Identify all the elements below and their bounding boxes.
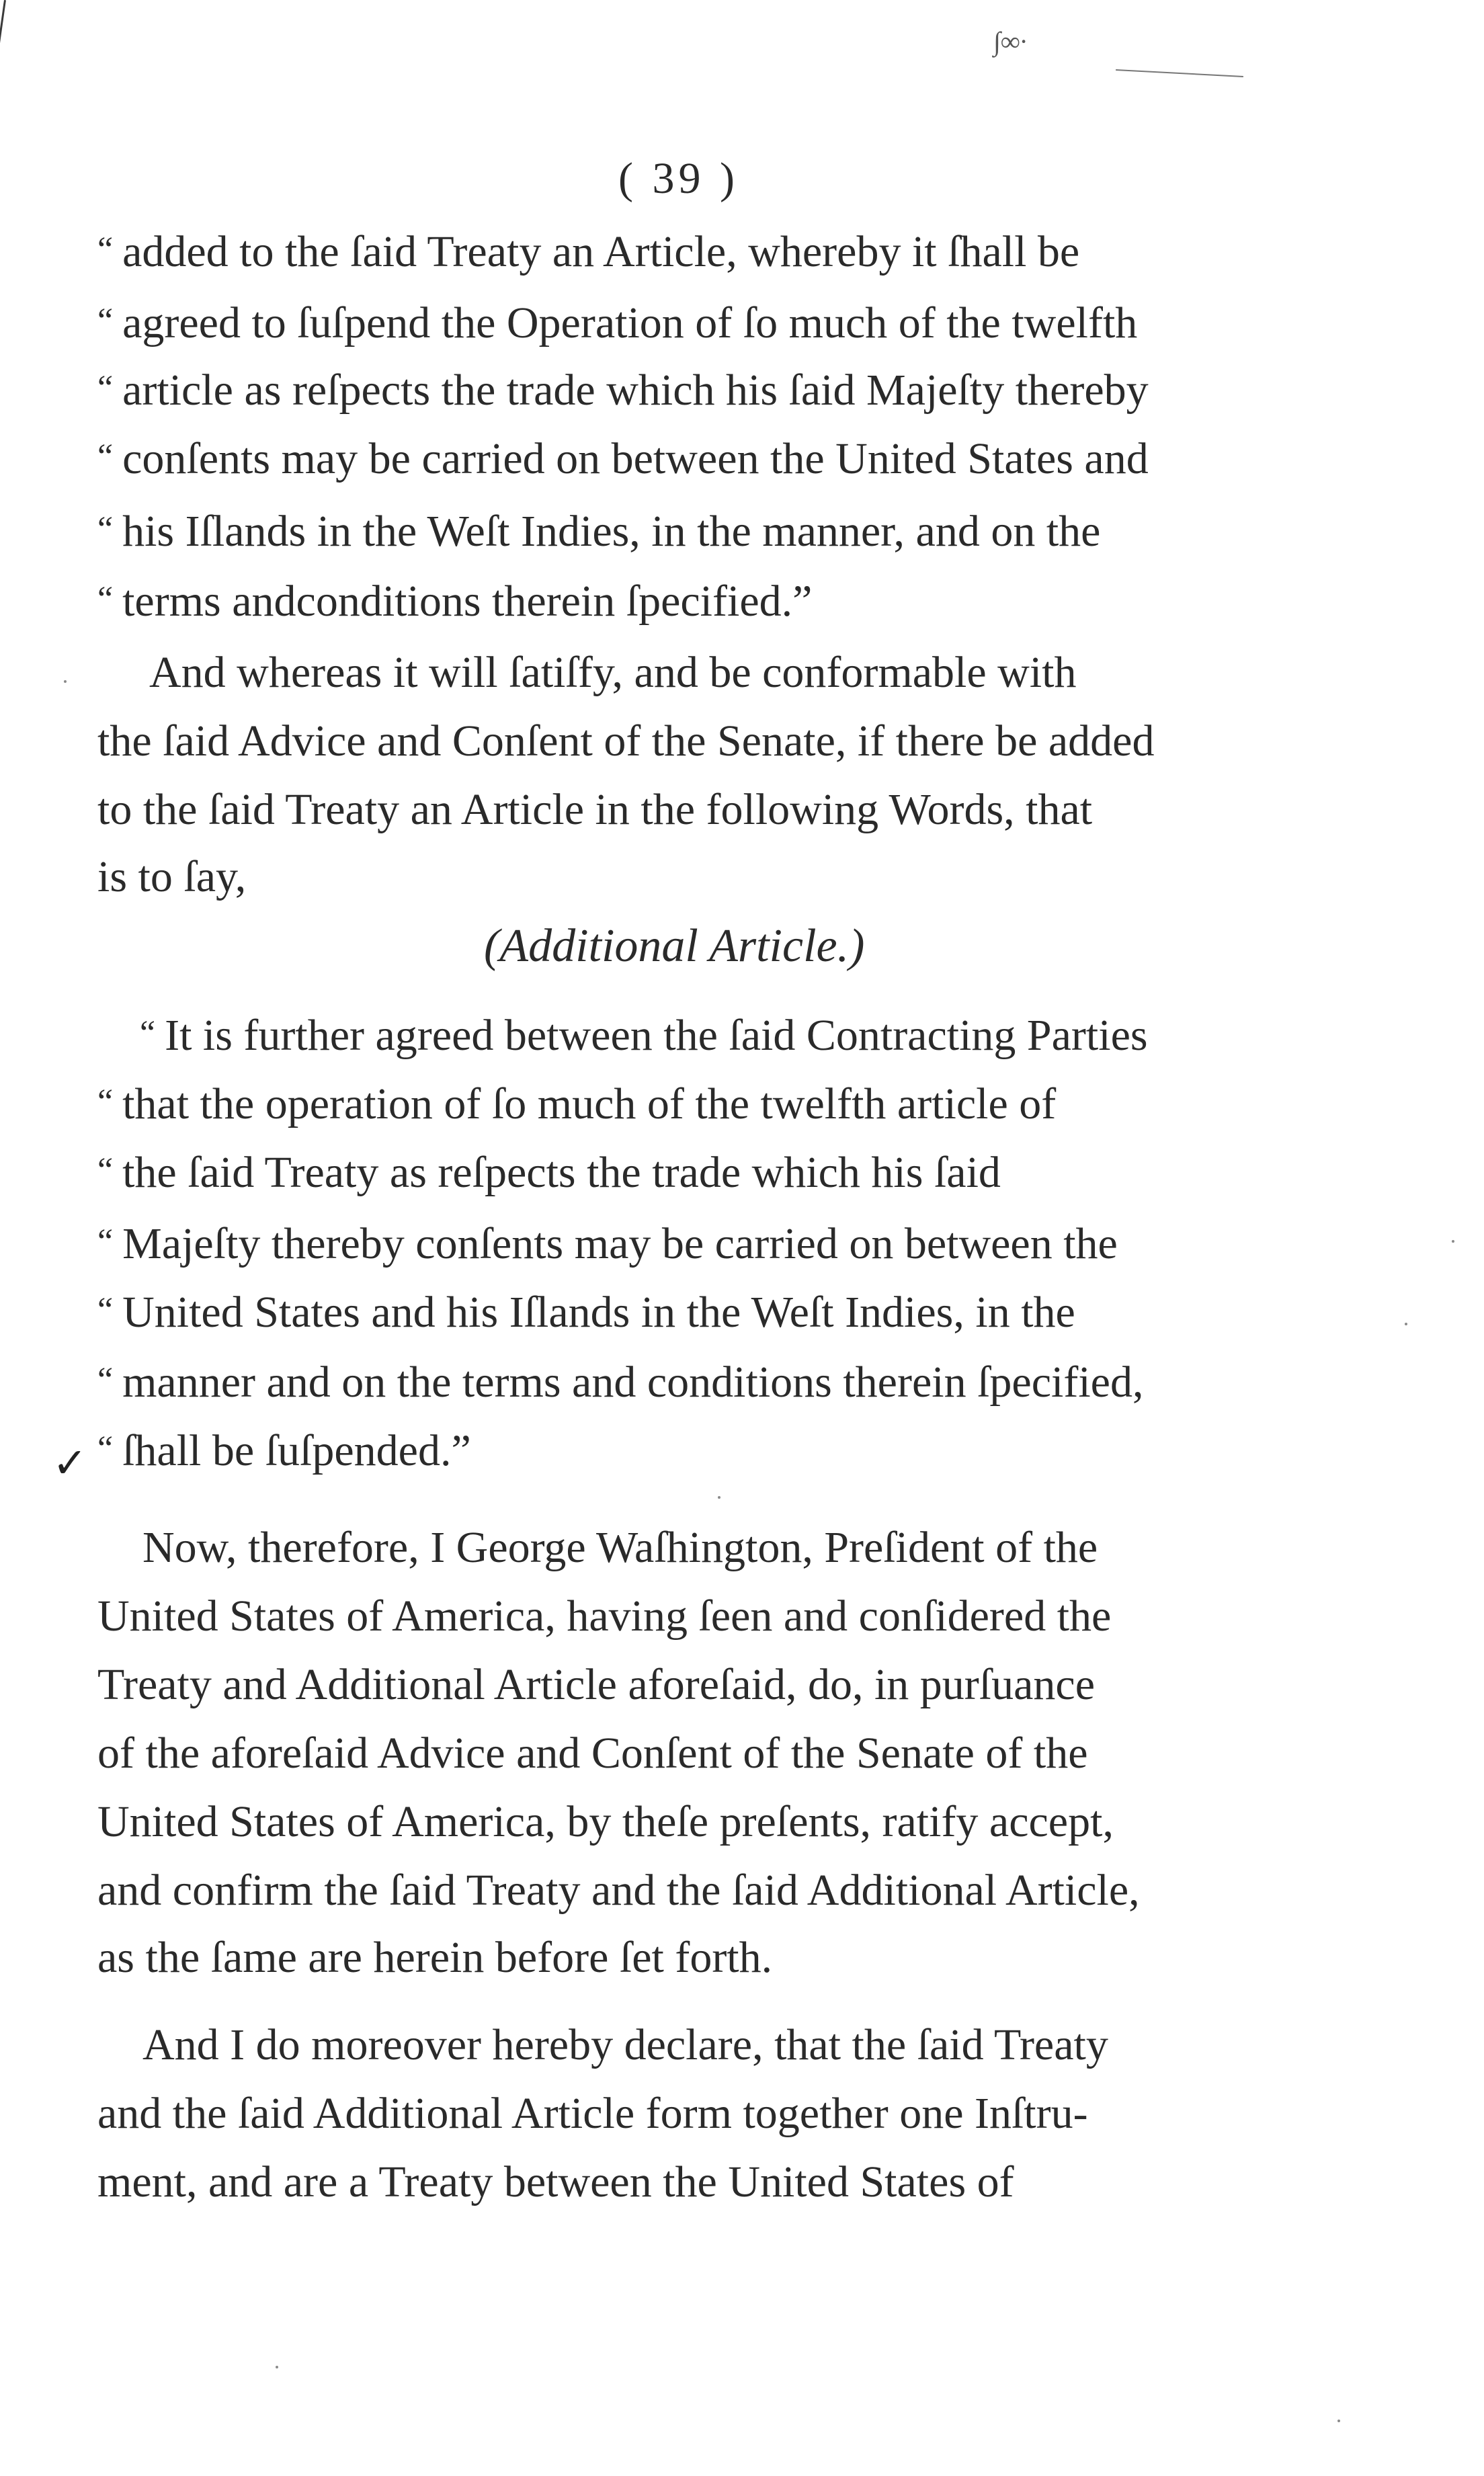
quote-mark: “ (97, 1151, 114, 1190)
text-line (97, 298, 1138, 347)
text-line: and the ſaid Additional Article form together one Inſtru- (97, 2089, 1088, 2138)
text-line (97, 1079, 1057, 1128)
quote-mark: “ (97, 1430, 114, 1468)
text-line: ment, and are a Treaty between the United States of (97, 2157, 1014, 2206)
quoted-line: that the operation of ſo much of the twelfth article of (122, 1079, 1057, 1128)
text-line: of the aforeſaid Advice and Conſent of the Senate of the (97, 1729, 1088, 1778)
quote-mark: “ (97, 1291, 114, 1329)
text-line (97, 1360, 1143, 1405)
text-line (97, 1290, 1075, 1335)
quote-mark: “ (97, 510, 114, 548)
quote-mark: “ (97, 580, 114, 618)
paper-speck (276, 2366, 278, 2368)
quoted-line: agreed to ſuſpend the Operation of ſo much of the twelfth (122, 298, 1138, 347)
handwritten-scribble: ∫∞· (993, 26, 1027, 56)
quoted-line: terms andconditions therein ſpecified.” (122, 577, 813, 626)
text-line: to the ſaid Treaty an Article in the following Words, that (97, 785, 1093, 834)
text-line (97, 368, 1149, 413)
text-line: Now, therefore, I George Waſhington, Preſident of the (142, 1523, 1098, 1572)
scribble-underline (1116, 69, 1243, 77)
quote-mark: “ (97, 1361, 114, 1399)
quoted-line: his Iſlands in the Weſt Indies, in the manner, and on the (122, 507, 1101, 556)
paper-speck (64, 680, 67, 683)
quote-mark: “ (97, 302, 114, 340)
text-line: and confirm the ſaid Treaty and the ſaid Additional Article, (97, 1866, 1140, 1915)
text-line (97, 434, 1149, 483)
quoted-line: added to the ſaid Treaty an Article, whereby it ſhall be (122, 227, 1080, 276)
text-line: United States of America, by theſe preſents, ratify accept, (97, 1797, 1114, 1846)
text-line: And I do moreover hereby declare, that the ſaid Treaty (142, 2020, 1108, 2069)
text-line: as the ſame are herein before ſet forth. (97, 1933, 773, 1982)
text-line (97, 579, 812, 624)
paper-speck (1405, 1323, 1407, 1325)
text-line (97, 509, 1100, 554)
checkmark-annotation: ✓ (52, 1441, 87, 1487)
quoted-line: ſhall be ſuſpended.” (122, 1426, 471, 1475)
text-line: United States of America, having ſeen and conſidered the (97, 1592, 1112, 1641)
quoted-line: United States and his Iſlands in the Weſt Indies, in the (122, 1288, 1075, 1337)
text-line (140, 1011, 1148, 1060)
quote-mark: “ (97, 1083, 114, 1121)
text-line (97, 1426, 471, 1475)
page-number: ( 39 ) (618, 154, 739, 203)
quote-mark: “ (97, 438, 114, 476)
quote-mark: “ (97, 231, 114, 269)
quote-mark: “ (140, 1014, 156, 1053)
quoted-line: manner and on the terms and conditions therein ſpecified, (122, 1358, 1144, 1407)
quote-mark: “ (97, 369, 114, 407)
quoted-line: the ſaid Treaty as reſpects the trade which his ſaid (122, 1148, 1001, 1197)
quote-mark: “ (97, 1223, 114, 1261)
quoted-line: It is further agreed between the ſaid Contracting Parties (165, 1011, 1148, 1060)
margin-pen-stroke (0, 0, 6, 100)
quoted-line: Majeſty thereby conſents may be carried on between the (122, 1219, 1118, 1268)
paper-speck (1337, 2420, 1340, 2422)
paper-speck (1452, 1240, 1454, 1243)
text-line: is to ſay, (97, 852, 247, 901)
text-line (97, 1148, 1001, 1197)
text-line: And whereas it will ſatiſfy, and be conformable with (149, 648, 1077, 697)
paper-speck (718, 1496, 720, 1499)
quoted-line: article as reſpects the trade which his ſaid Majeſty thereby (122, 366, 1149, 415)
section-heading: (Additional Article.) (484, 920, 865, 972)
text-line (97, 227, 1080, 276)
quoted-line: conſents may be carried on between the United States and (122, 434, 1149, 483)
text-line: Treaty and Additional Article aforeſaid, do, in purſuance (97, 1660, 1096, 1709)
text-line (97, 1219, 1118, 1268)
text-line: the ſaid Advice and Conſent of the Senate, if there be added (97, 716, 1155, 766)
